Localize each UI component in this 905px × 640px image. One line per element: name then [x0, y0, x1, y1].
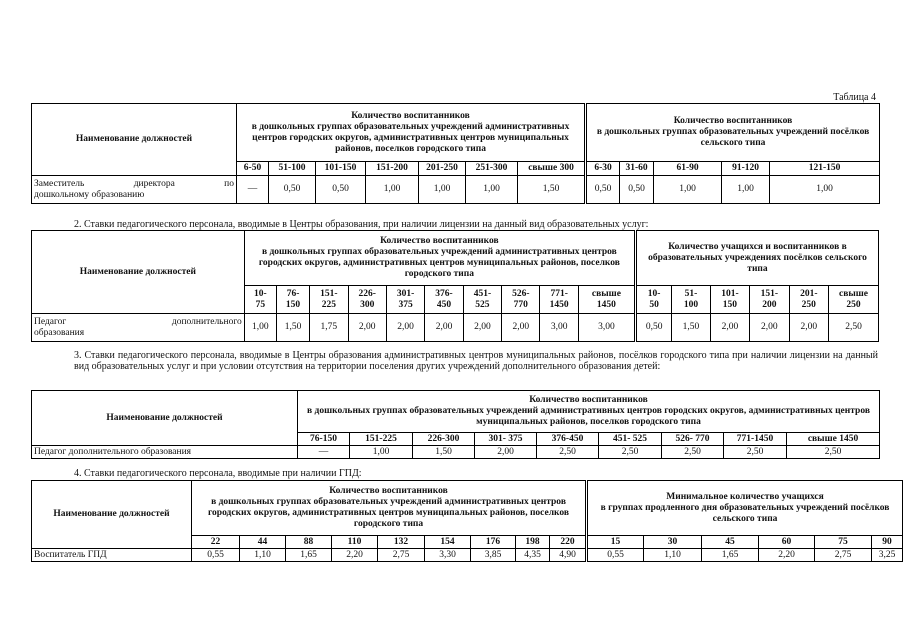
value-cell: 3,25 — [872, 549, 903, 562]
value-cell: 2,00 — [502, 314, 540, 342]
column-header: 226- 300 — [348, 286, 386, 314]
value-cell: 1,65 — [702, 549, 759, 562]
column-header: 151-225 — [350, 433, 413, 446]
column-header: 45 — [702, 536, 759, 549]
value-cell: 1,00 — [366, 176, 419, 204]
row-name-word: Заместитель — [34, 179, 85, 189]
column-header: 121-150 — [770, 162, 880, 176]
value-cell: 3,30 — [425, 549, 471, 562]
column-header: свыше 1450 — [787, 433, 880, 446]
value-cell: 2,50 — [537, 446, 599, 459]
group-a-header: Количество воспитанников в дошкольных группах образовательных учреждений административных центров городских округов, административных центров муниципальных районов, поселков городского типа — [298, 391, 880, 433]
column-header: 376-450 — [537, 433, 599, 446]
row-name: Педагог дополнительного образования — [32, 314, 245, 342]
column-header: 76-150 — [298, 433, 350, 446]
column-header: 451- 525 — [599, 433, 662, 446]
table-caption: Таблица 4 — [833, 92, 876, 103]
column-header: 15 — [587, 536, 644, 549]
value-cell: 0,50 — [586, 176, 620, 204]
value-cell: 2,50 — [787, 446, 880, 459]
row-name-word: дополнительного — [171, 317, 242, 327]
value-cell: 1,65 — [286, 549, 332, 562]
value-cell: 1,10 — [644, 549, 702, 562]
column-header: свыше 250 — [829, 286, 879, 314]
column-header: 176 — [471, 536, 516, 549]
column-header: 88 — [286, 536, 332, 549]
value-cell: 1,00 — [722, 176, 770, 204]
row-name: Воспитатель ГПД — [32, 549, 192, 562]
value-cell: 0,55 — [192, 549, 240, 562]
column-header: 30 — [644, 536, 702, 549]
value-cell: 2,00 — [789, 314, 828, 342]
value-cell: 1,50 — [276, 314, 309, 342]
value-cell: 2,75 — [815, 549, 872, 562]
paragraph-2: 2. Ставки педагогического персонала, вводимые в Центры образования, при наличии лицензии на данный вид образовательных услуг: — [74, 219, 649, 230]
paragraph-3: 3. Ставки педагогического персонала, вводимые в Центры образования административных центров муниципальных районов, посёлков городского типа при наличии лицензии на данный вид образовательных услуг и при условии отсутствия на территории поселения других учреждений дополнительного образования детей: — [74, 350, 878, 372]
column-header: 10- 75 — [244, 286, 276, 314]
value-cell: 4,90 — [550, 549, 587, 562]
column-header: 51- 100 — [672, 286, 710, 314]
column-header: 132 — [378, 536, 425, 549]
name-header: Наименование должностей — [32, 104, 237, 176]
value-cell: 0,50 — [635, 314, 671, 342]
value-cell: 2,00 — [348, 314, 386, 342]
column-header: 301- 375 — [475, 433, 537, 446]
value-cell: 1,50 — [518, 176, 586, 204]
name-header: Наименование должностей — [32, 231, 245, 314]
value-cell: 1,00 — [244, 314, 276, 342]
value-cell: 2,00 — [463, 314, 501, 342]
value-cell: 1,10 — [240, 549, 286, 562]
value-cell: 1,00 — [419, 176, 466, 204]
value-cell: 2,00 — [710, 314, 749, 342]
value-cell: 2,50 — [599, 446, 662, 459]
column-header: 75 — [815, 536, 872, 549]
value-cell: 2,00 — [475, 446, 537, 459]
column-header: 76- 150 — [276, 286, 309, 314]
value-cell: — — [298, 446, 350, 459]
paragraph-4: 4. Ставки педагогического персонала, вводимые при наличии ГПД: — [74, 468, 362, 479]
group-a-header: Количество воспитанников в дошкольных группах образовательных учреждений административных центров городских округов, административных центров муниципальных районов, поселков городского типа — [244, 231, 635, 286]
value-cell: 0,50 — [620, 176, 654, 204]
value-cell: 2,50 — [829, 314, 879, 342]
value-cell: 1,50 — [413, 446, 475, 459]
row-name: Педагог дополнительного образования — [32, 446, 298, 459]
group-b-header: Минимальное количество учащихся в группах продленного дня образовательных учреждений посёлков сельского типа — [587, 481, 903, 536]
value-cell: 1,00 — [770, 176, 880, 204]
column-header: 251-300 — [466, 162, 518, 176]
column-header: 198 — [516, 536, 550, 549]
column-header: 301- 375 — [386, 286, 424, 314]
column-header: 51-100 — [269, 162, 316, 176]
value-cell: 2,00 — [386, 314, 424, 342]
group-a-header: Количество воспитанников в дошкольных группах образовательных учреждений административных центров городских округов, административных центров муниципальных районов, поселков городского типа — [237, 104, 586, 162]
row-name-word: Педагог — [34, 317, 67, 327]
column-header: 101- 150 — [710, 286, 749, 314]
column-header: свыше 300 — [518, 162, 586, 176]
column-header: 201-250 — [419, 162, 466, 176]
column-header: 526- 770 — [662, 433, 724, 446]
column-header: свыше 1450 — [578, 286, 635, 314]
table-3 — [31, 390, 880, 459]
column-header: 771- 1450 — [540, 286, 578, 314]
group-a-header: Количество воспитанников в дошкольных группах образовательных учреждений административных центров городских округов, административных центров муниципальных районов, поселков городского типа — [192, 481, 587, 536]
group-b-header: Количество воспитанников в дошкольных группах образовательных учреждений посёлков сельского типа — [586, 104, 880, 162]
value-cell: 4,35 — [516, 549, 550, 562]
column-header: 154 — [425, 536, 471, 549]
value-cell: 0,55 — [587, 549, 644, 562]
column-header: 151- 200 — [750, 286, 789, 314]
row-name-word: директора — [133, 179, 175, 189]
name-header: Наименование должностей — [32, 391, 298, 446]
value-cell: 1,00 — [654, 176, 722, 204]
table-4 — [31, 480, 903, 562]
value-cell: 0,50 — [316, 176, 366, 204]
column-header: 526- 770 — [502, 286, 540, 314]
row-name-word: по — [224, 179, 234, 189]
column-header: 90 — [872, 536, 903, 549]
column-header: 10- 50 — [635, 286, 671, 314]
value-cell: 2,20 — [759, 549, 815, 562]
column-header: 6-30 — [586, 162, 620, 176]
column-header: 151- 225 — [310, 286, 348, 314]
column-header: 60 — [759, 536, 815, 549]
column-header: 101-150 — [316, 162, 366, 176]
column-header: 6-50 — [237, 162, 269, 176]
table-1 — [31, 103, 880, 204]
value-cell: 3,85 — [471, 549, 516, 562]
value-cell: 2,20 — [332, 549, 378, 562]
group-b-header: Количество учащихся и воспитанников в образовательных учреждениях посёлков сельского типа — [635, 231, 878, 286]
column-header: 151-200 — [366, 162, 419, 176]
column-header: 220 — [550, 536, 587, 549]
column-header: 226-300 — [413, 433, 475, 446]
column-header: 376- 450 — [425, 286, 463, 314]
column-header: 201- 250 — [789, 286, 828, 314]
value-cell: — — [237, 176, 269, 204]
value-cell: 2,75 — [378, 549, 425, 562]
column-header: 110 — [332, 536, 378, 549]
row-name: Заместитель директора по дошкольному образованию — [32, 176, 237, 204]
column-header: 61-90 — [654, 162, 722, 176]
value-cell: 3,00 — [578, 314, 635, 342]
value-cell: 2,50 — [724, 446, 787, 459]
column-header: 91-120 — [722, 162, 770, 176]
column-header: 31-60 — [620, 162, 654, 176]
name-header: Наименование должностей — [32, 481, 192, 549]
column-header: 451- 525 — [463, 286, 501, 314]
value-cell: 1,00 — [350, 446, 413, 459]
column-header: 44 — [240, 536, 286, 549]
value-cell: 0,50 — [269, 176, 316, 204]
value-cell: 1,00 — [466, 176, 518, 204]
value-cell: 2,50 — [662, 446, 724, 459]
value-cell: 1,50 — [672, 314, 710, 342]
column-header: 22 — [192, 536, 240, 549]
value-cell: 2,00 — [750, 314, 789, 342]
value-cell: 3,00 — [540, 314, 578, 342]
column-header: 771-1450 — [724, 433, 787, 446]
value-cell: 1,75 — [310, 314, 348, 342]
value-cell: 2,00 — [425, 314, 463, 342]
table-2 — [31, 230, 879, 342]
